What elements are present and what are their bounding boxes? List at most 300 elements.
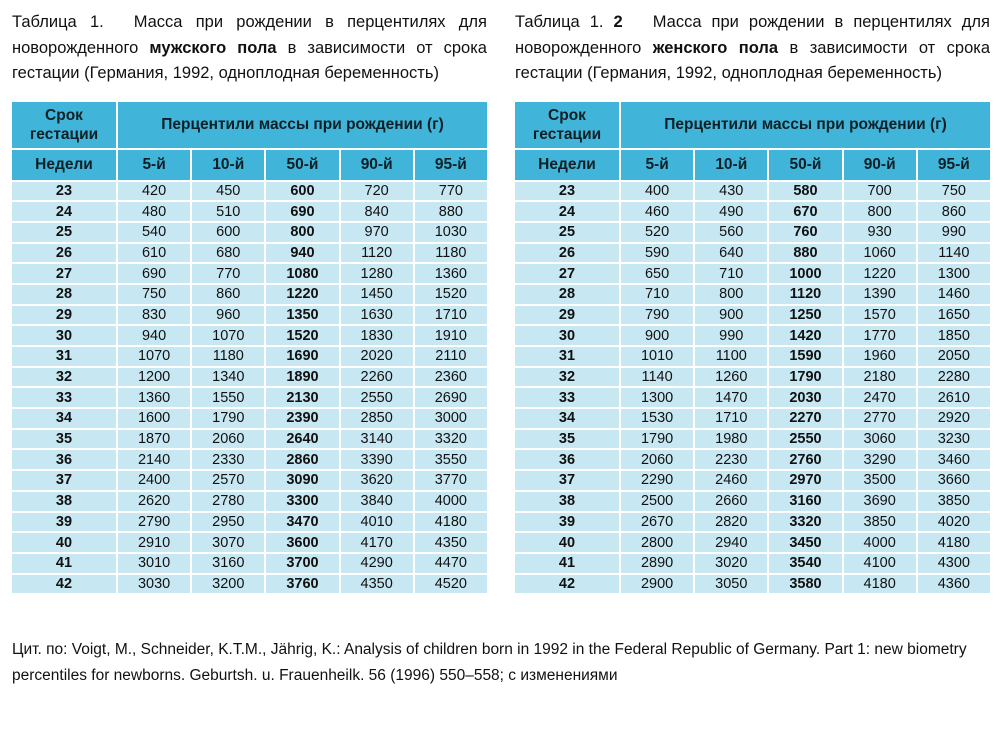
value-cell: 4350 xyxy=(414,532,488,553)
value-cell: 4000 xyxy=(414,491,488,512)
week-cell: 34 xyxy=(514,408,620,429)
value-cell: 430 xyxy=(694,181,768,202)
table-row xyxy=(11,243,488,264)
table-row xyxy=(11,181,488,202)
table-row xyxy=(514,408,991,429)
value-cell: 700 xyxy=(843,181,917,202)
value-cell: 520 xyxy=(620,222,694,243)
value-cell: 1180 xyxy=(191,346,265,367)
week-cell: 30 xyxy=(514,325,620,346)
value-cell: 3850 xyxy=(843,512,917,533)
value-cell: 2230 xyxy=(694,449,768,470)
title-text-after: в зависимости от срока гестации (Германия, 1992, одноплодная беременность) xyxy=(12,38,487,82)
value-cell: 1980 xyxy=(694,429,768,450)
table-row xyxy=(11,491,488,512)
table-title-female xyxy=(515,10,990,87)
table-row xyxy=(11,367,488,388)
value-cell: 750 xyxy=(117,284,191,305)
value-cell: 960 xyxy=(191,305,265,326)
value-cell: 3460 xyxy=(917,449,991,470)
value-cell: 1630 xyxy=(340,305,414,326)
median-value-cell: 3090 xyxy=(265,470,339,491)
week-cell: 37 xyxy=(514,470,620,491)
header-percentiles-title: Перцентили массы при рождении (г) xyxy=(117,101,488,149)
table-row xyxy=(11,574,488,595)
week-cell: 24 xyxy=(514,201,620,222)
value-cell: 4180 xyxy=(414,512,488,533)
value-cell: 860 xyxy=(191,284,265,305)
value-cell: 560 xyxy=(694,222,768,243)
week-cell: 26 xyxy=(514,243,620,264)
median-value-cell: 2970 xyxy=(768,470,842,491)
table-row xyxy=(514,512,991,533)
value-cell: 2360 xyxy=(414,367,488,388)
value-cell: 1070 xyxy=(117,346,191,367)
value-cell: 1180 xyxy=(414,243,488,264)
value-cell: 1360 xyxy=(117,387,191,408)
value-cell: 770 xyxy=(414,181,488,202)
table-row xyxy=(11,305,488,326)
median-value-cell: 1520 xyxy=(265,325,339,346)
value-cell: 2770 xyxy=(843,408,917,429)
header-p10: 10-й xyxy=(191,149,265,181)
value-cell: 720 xyxy=(340,181,414,202)
table-row xyxy=(11,512,488,533)
value-cell: 1390 xyxy=(843,284,917,305)
value-cell: 3230 xyxy=(917,429,991,450)
median-value-cell: 3580 xyxy=(768,574,842,595)
week-cell: 30 xyxy=(11,325,117,346)
value-cell: 1460 xyxy=(917,284,991,305)
table-row xyxy=(11,553,488,574)
value-cell: 3200 xyxy=(191,574,265,595)
value-cell: 3770 xyxy=(414,470,488,491)
week-cell: 26 xyxy=(11,243,117,264)
value-cell: 830 xyxy=(117,305,191,326)
citation: Цит. по: Voigt, M., Schneider, K.T.M., Jährig, K.: Analysis of children born in 1992 in the Federal Republic of Germany. Part 1: new biometry percentiles for newborns. Geburtsh. u. Frauenheilk. 56 (1996) 550–558; с изменениями xyxy=(12,641,967,685)
value-cell: 2850 xyxy=(340,408,414,429)
median-value-cell: 580 xyxy=(768,181,842,202)
table-row xyxy=(514,387,991,408)
value-cell: 4020 xyxy=(917,512,991,533)
value-cell: 3620 xyxy=(340,470,414,491)
value-cell: 3500 xyxy=(843,470,917,491)
median-value-cell: 3300 xyxy=(265,491,339,512)
value-cell: 4520 xyxy=(414,574,488,595)
week-cell: 25 xyxy=(11,222,117,243)
value-cell: 420 xyxy=(117,181,191,202)
value-cell: 4170 xyxy=(340,532,414,553)
value-cell: 1060 xyxy=(843,243,917,264)
median-value-cell: 2030 xyxy=(768,387,842,408)
week-cell: 29 xyxy=(514,305,620,326)
median-value-cell: 760 xyxy=(768,222,842,243)
value-cell: 2020 xyxy=(340,346,414,367)
median-value-cell: 670 xyxy=(768,201,842,222)
value-cell: 4360 xyxy=(917,574,991,595)
table-row xyxy=(514,346,991,367)
table-row xyxy=(11,284,488,305)
value-cell: 1300 xyxy=(917,263,991,284)
value-cell: 2500 xyxy=(620,491,694,512)
median-value-cell: 1790 xyxy=(768,367,842,388)
value-cell: 510 xyxy=(191,201,265,222)
value-cell: 3850 xyxy=(917,491,991,512)
week-cell: 33 xyxy=(11,387,117,408)
week-cell: 35 xyxy=(514,429,620,450)
header-percentiles-title: Перцентили массы при рождении (г) xyxy=(620,101,991,149)
table-block-female xyxy=(513,8,992,595)
value-cell: 1010 xyxy=(620,346,694,367)
table-row xyxy=(11,222,488,243)
table-row xyxy=(514,429,991,450)
table-block-male xyxy=(10,8,489,595)
median-value-cell: 1220 xyxy=(265,284,339,305)
value-cell: 1790 xyxy=(620,429,694,450)
week-cell: 34 xyxy=(11,408,117,429)
median-value-cell: 940 xyxy=(265,243,339,264)
value-cell: 3010 xyxy=(117,553,191,574)
value-cell: 900 xyxy=(694,305,768,326)
week-cell: 31 xyxy=(11,346,117,367)
table-row xyxy=(11,201,488,222)
value-cell: 1710 xyxy=(414,305,488,326)
table-row xyxy=(514,553,991,574)
median-value-cell: 3450 xyxy=(768,532,842,553)
week-cell: 37 xyxy=(11,470,117,491)
value-cell: 1470 xyxy=(694,387,768,408)
value-cell: 2280 xyxy=(917,367,991,388)
table-row xyxy=(514,532,991,553)
header-p50: 50-й xyxy=(265,149,339,181)
value-cell: 2820 xyxy=(694,512,768,533)
median-value-cell: 3760 xyxy=(265,574,339,595)
median-value-cell: 1080 xyxy=(265,263,339,284)
value-cell: 1140 xyxy=(917,243,991,264)
value-cell: 1790 xyxy=(191,408,265,429)
value-cell: 1710 xyxy=(694,408,768,429)
median-value-cell: 3540 xyxy=(768,553,842,574)
table-row xyxy=(514,470,991,491)
table-body xyxy=(11,181,488,595)
value-cell: 2900 xyxy=(620,574,694,595)
tables-row xyxy=(10,8,992,595)
value-cell: 490 xyxy=(694,201,768,222)
median-value-cell: 2860 xyxy=(265,449,339,470)
value-cell: 2890 xyxy=(620,553,694,574)
median-value-cell: 690 xyxy=(265,201,339,222)
value-cell: 940 xyxy=(117,325,191,346)
value-cell: 2180 xyxy=(843,367,917,388)
value-cell: 4470 xyxy=(414,553,488,574)
table-row xyxy=(11,263,488,284)
value-cell: 2610 xyxy=(917,387,991,408)
value-cell: 400 xyxy=(620,181,694,202)
value-cell: 750 xyxy=(917,181,991,202)
table-row xyxy=(11,387,488,408)
week-cell: 38 xyxy=(11,491,117,512)
week-cell: 42 xyxy=(11,574,117,595)
value-cell: 3000 xyxy=(414,408,488,429)
value-cell: 2790 xyxy=(117,512,191,533)
header-p95: 95-й xyxy=(917,149,991,181)
value-cell: 3320 xyxy=(414,429,488,450)
median-value-cell: 3700 xyxy=(265,553,339,574)
value-cell: 3290 xyxy=(843,449,917,470)
table-label: Таблица 1. xyxy=(12,13,104,31)
median-value-cell: 880 xyxy=(768,243,842,264)
value-cell: 800 xyxy=(843,201,917,222)
value-cell: 1570 xyxy=(843,305,917,326)
value-cell: 2620 xyxy=(117,491,191,512)
header-p90: 90-й xyxy=(340,149,414,181)
value-cell: 600 xyxy=(191,222,265,243)
table-header xyxy=(514,101,991,181)
table-row xyxy=(514,367,991,388)
week-cell: 27 xyxy=(11,263,117,284)
value-cell: 2670 xyxy=(620,512,694,533)
table-row xyxy=(514,243,991,264)
value-cell: 4000 xyxy=(843,532,917,553)
value-cell: 4100 xyxy=(843,553,917,574)
median-value-cell: 3470 xyxy=(265,512,339,533)
median-value-cell: 1000 xyxy=(768,263,842,284)
week-cell: 32 xyxy=(11,367,117,388)
value-cell: 2330 xyxy=(191,449,265,470)
week-cell: 38 xyxy=(514,491,620,512)
value-cell: 2290 xyxy=(620,470,694,491)
value-cell: 3390 xyxy=(340,449,414,470)
week-cell: 24 xyxy=(11,201,117,222)
value-cell: 4180 xyxy=(843,574,917,595)
value-cell: 860 xyxy=(917,201,991,222)
median-value-cell: 1420 xyxy=(768,325,842,346)
table-row xyxy=(514,491,991,512)
value-cell: 1870 xyxy=(117,429,191,450)
median-value-cell: 2390 xyxy=(265,408,339,429)
value-cell: 2910 xyxy=(117,532,191,553)
value-cell: 2940 xyxy=(694,532,768,553)
value-cell: 1600 xyxy=(117,408,191,429)
table-row xyxy=(11,346,488,367)
value-cell: 540 xyxy=(117,222,191,243)
value-cell: 1120 xyxy=(340,243,414,264)
value-cell: 770 xyxy=(191,263,265,284)
table-row xyxy=(514,449,991,470)
value-cell: 1530 xyxy=(620,408,694,429)
median-value-cell: 1350 xyxy=(265,305,339,326)
week-cell: 35 xyxy=(11,429,117,450)
median-value-cell: 1690 xyxy=(265,346,339,367)
table-number: 2 xyxy=(613,13,623,31)
percentile-table-female xyxy=(513,100,992,596)
table-label: Таблица 1. xyxy=(515,13,604,31)
value-cell: 1830 xyxy=(340,325,414,346)
value-cell: 1260 xyxy=(694,367,768,388)
header-weeks: Недели xyxy=(11,149,117,181)
median-value-cell: 3320 xyxy=(768,512,842,533)
value-cell: 1360 xyxy=(414,263,488,284)
value-cell: 2570 xyxy=(191,470,265,491)
value-cell: 2260 xyxy=(340,367,414,388)
week-cell: 40 xyxy=(11,532,117,553)
median-value-cell: 2130 xyxy=(265,387,339,408)
header-p5: 5-й xyxy=(620,149,694,181)
value-cell: 990 xyxy=(917,222,991,243)
median-value-cell: 2270 xyxy=(768,408,842,429)
value-cell: 2060 xyxy=(191,429,265,450)
week-cell: 28 xyxy=(11,284,117,305)
value-cell: 2660 xyxy=(694,491,768,512)
table-row xyxy=(514,574,991,595)
value-cell: 710 xyxy=(620,284,694,305)
value-cell: 1450 xyxy=(340,284,414,305)
value-cell: 3070 xyxy=(191,532,265,553)
value-cell: 640 xyxy=(694,243,768,264)
table-row xyxy=(11,408,488,429)
table-row xyxy=(11,449,488,470)
value-cell: 970 xyxy=(340,222,414,243)
week-cell: 42 xyxy=(514,574,620,595)
week-cell: 41 xyxy=(11,553,117,574)
value-cell: 590 xyxy=(620,243,694,264)
week-cell: 31 xyxy=(514,346,620,367)
value-cell: 2050 xyxy=(917,346,991,367)
week-cell: 39 xyxy=(514,512,620,533)
value-cell: 3840 xyxy=(340,491,414,512)
value-cell: 840 xyxy=(340,201,414,222)
header-p50: 50-й xyxy=(768,149,842,181)
value-cell: 3060 xyxy=(843,429,917,450)
value-cell: 2800 xyxy=(620,532,694,553)
week-cell: 40 xyxy=(514,532,620,553)
value-cell: 2460 xyxy=(694,470,768,491)
table-row xyxy=(514,325,991,346)
title-text-before: Масса при рождении в перцентилях для новорожденного xyxy=(12,13,487,57)
value-cell: 2780 xyxy=(191,491,265,512)
title-subject: мужского пола xyxy=(149,38,277,57)
week-cell: 36 xyxy=(11,449,117,470)
percentile-table-male xyxy=(10,100,489,596)
header-p90: 90-й xyxy=(843,149,917,181)
value-cell: 2140 xyxy=(117,449,191,470)
table-row xyxy=(514,263,991,284)
value-cell: 1140 xyxy=(620,367,694,388)
table-row xyxy=(514,305,991,326)
value-cell: 450 xyxy=(191,181,265,202)
title-subject: женского пола xyxy=(652,38,779,57)
value-cell: 1520 xyxy=(414,284,488,305)
week-cell: 39 xyxy=(11,512,117,533)
title-text-before: Масса при рождении в перцентилях для новорожденного xyxy=(515,13,990,57)
value-cell: 1910 xyxy=(414,325,488,346)
value-cell: 2690 xyxy=(414,387,488,408)
table-row xyxy=(11,325,488,346)
value-cell: 1280 xyxy=(340,263,414,284)
table-row xyxy=(514,222,991,243)
value-cell: 3030 xyxy=(117,574,191,595)
week-cell: 25 xyxy=(514,222,620,243)
header-p95: 95-й xyxy=(414,149,488,181)
value-cell: 1100 xyxy=(694,346,768,367)
title-text-after: в зависимости от срока гестации (Германия, 1992, одноплодная беременность) xyxy=(515,38,991,82)
table-body xyxy=(514,181,991,595)
week-cell: 28 xyxy=(514,284,620,305)
value-cell: 790 xyxy=(620,305,694,326)
value-cell: 650 xyxy=(620,263,694,284)
median-value-cell: 2760 xyxy=(768,449,842,470)
value-cell: 1770 xyxy=(843,325,917,346)
week-cell: 33 xyxy=(514,387,620,408)
median-value-cell: 800 xyxy=(265,222,339,243)
value-cell: 1200 xyxy=(117,367,191,388)
median-value-cell: 2640 xyxy=(265,429,339,450)
median-value-cell: 1120 xyxy=(768,284,842,305)
value-cell: 900 xyxy=(620,325,694,346)
value-cell: 1650 xyxy=(917,305,991,326)
value-cell: 3050 xyxy=(694,574,768,595)
value-cell: 1220 xyxy=(843,263,917,284)
value-cell: 990 xyxy=(694,325,768,346)
value-cell: 680 xyxy=(191,243,265,264)
value-cell: 2110 xyxy=(414,346,488,367)
value-cell: 2060 xyxy=(620,449,694,470)
value-cell: 1850 xyxy=(917,325,991,346)
week-cell: 41 xyxy=(514,553,620,574)
value-cell: 2400 xyxy=(117,470,191,491)
table-row xyxy=(11,470,488,491)
header-gestation: Срок гестации xyxy=(11,101,117,149)
value-cell: 460 xyxy=(620,201,694,222)
week-cell: 29 xyxy=(11,305,117,326)
value-cell: 610 xyxy=(117,243,191,264)
value-cell: 690 xyxy=(117,263,191,284)
value-cell: 480 xyxy=(117,201,191,222)
value-cell: 1300 xyxy=(620,387,694,408)
header-weeks: Недели xyxy=(514,149,620,181)
value-cell: 1960 xyxy=(843,346,917,367)
value-cell: 4010 xyxy=(340,512,414,533)
header-p10: 10-й xyxy=(694,149,768,181)
value-cell: 3660 xyxy=(917,470,991,491)
median-value-cell: 3160 xyxy=(768,491,842,512)
value-cell: 2920 xyxy=(917,408,991,429)
median-value-cell: 2550 xyxy=(768,429,842,450)
value-cell: 710 xyxy=(694,263,768,284)
value-cell: 4290 xyxy=(340,553,414,574)
table-header xyxy=(11,101,488,181)
header-p5: 5-й xyxy=(117,149,191,181)
median-value-cell: 1890 xyxy=(265,367,339,388)
value-cell: 4300 xyxy=(917,553,991,574)
value-cell: 930 xyxy=(843,222,917,243)
table-row xyxy=(514,284,991,305)
value-cell: 4350 xyxy=(340,574,414,595)
table-row xyxy=(11,532,488,553)
value-cell: 1340 xyxy=(191,367,265,388)
value-cell: 3690 xyxy=(843,491,917,512)
value-cell: 4180 xyxy=(917,532,991,553)
week-cell: 23 xyxy=(11,181,117,202)
week-cell: 32 xyxy=(514,367,620,388)
value-cell: 2470 xyxy=(843,387,917,408)
header-gestation: Срок гестации xyxy=(514,101,620,149)
value-cell: 3020 xyxy=(694,553,768,574)
table-row xyxy=(11,429,488,450)
median-value-cell: 600 xyxy=(265,181,339,202)
value-cell: 3160 xyxy=(191,553,265,574)
median-value-cell: 3600 xyxy=(265,532,339,553)
